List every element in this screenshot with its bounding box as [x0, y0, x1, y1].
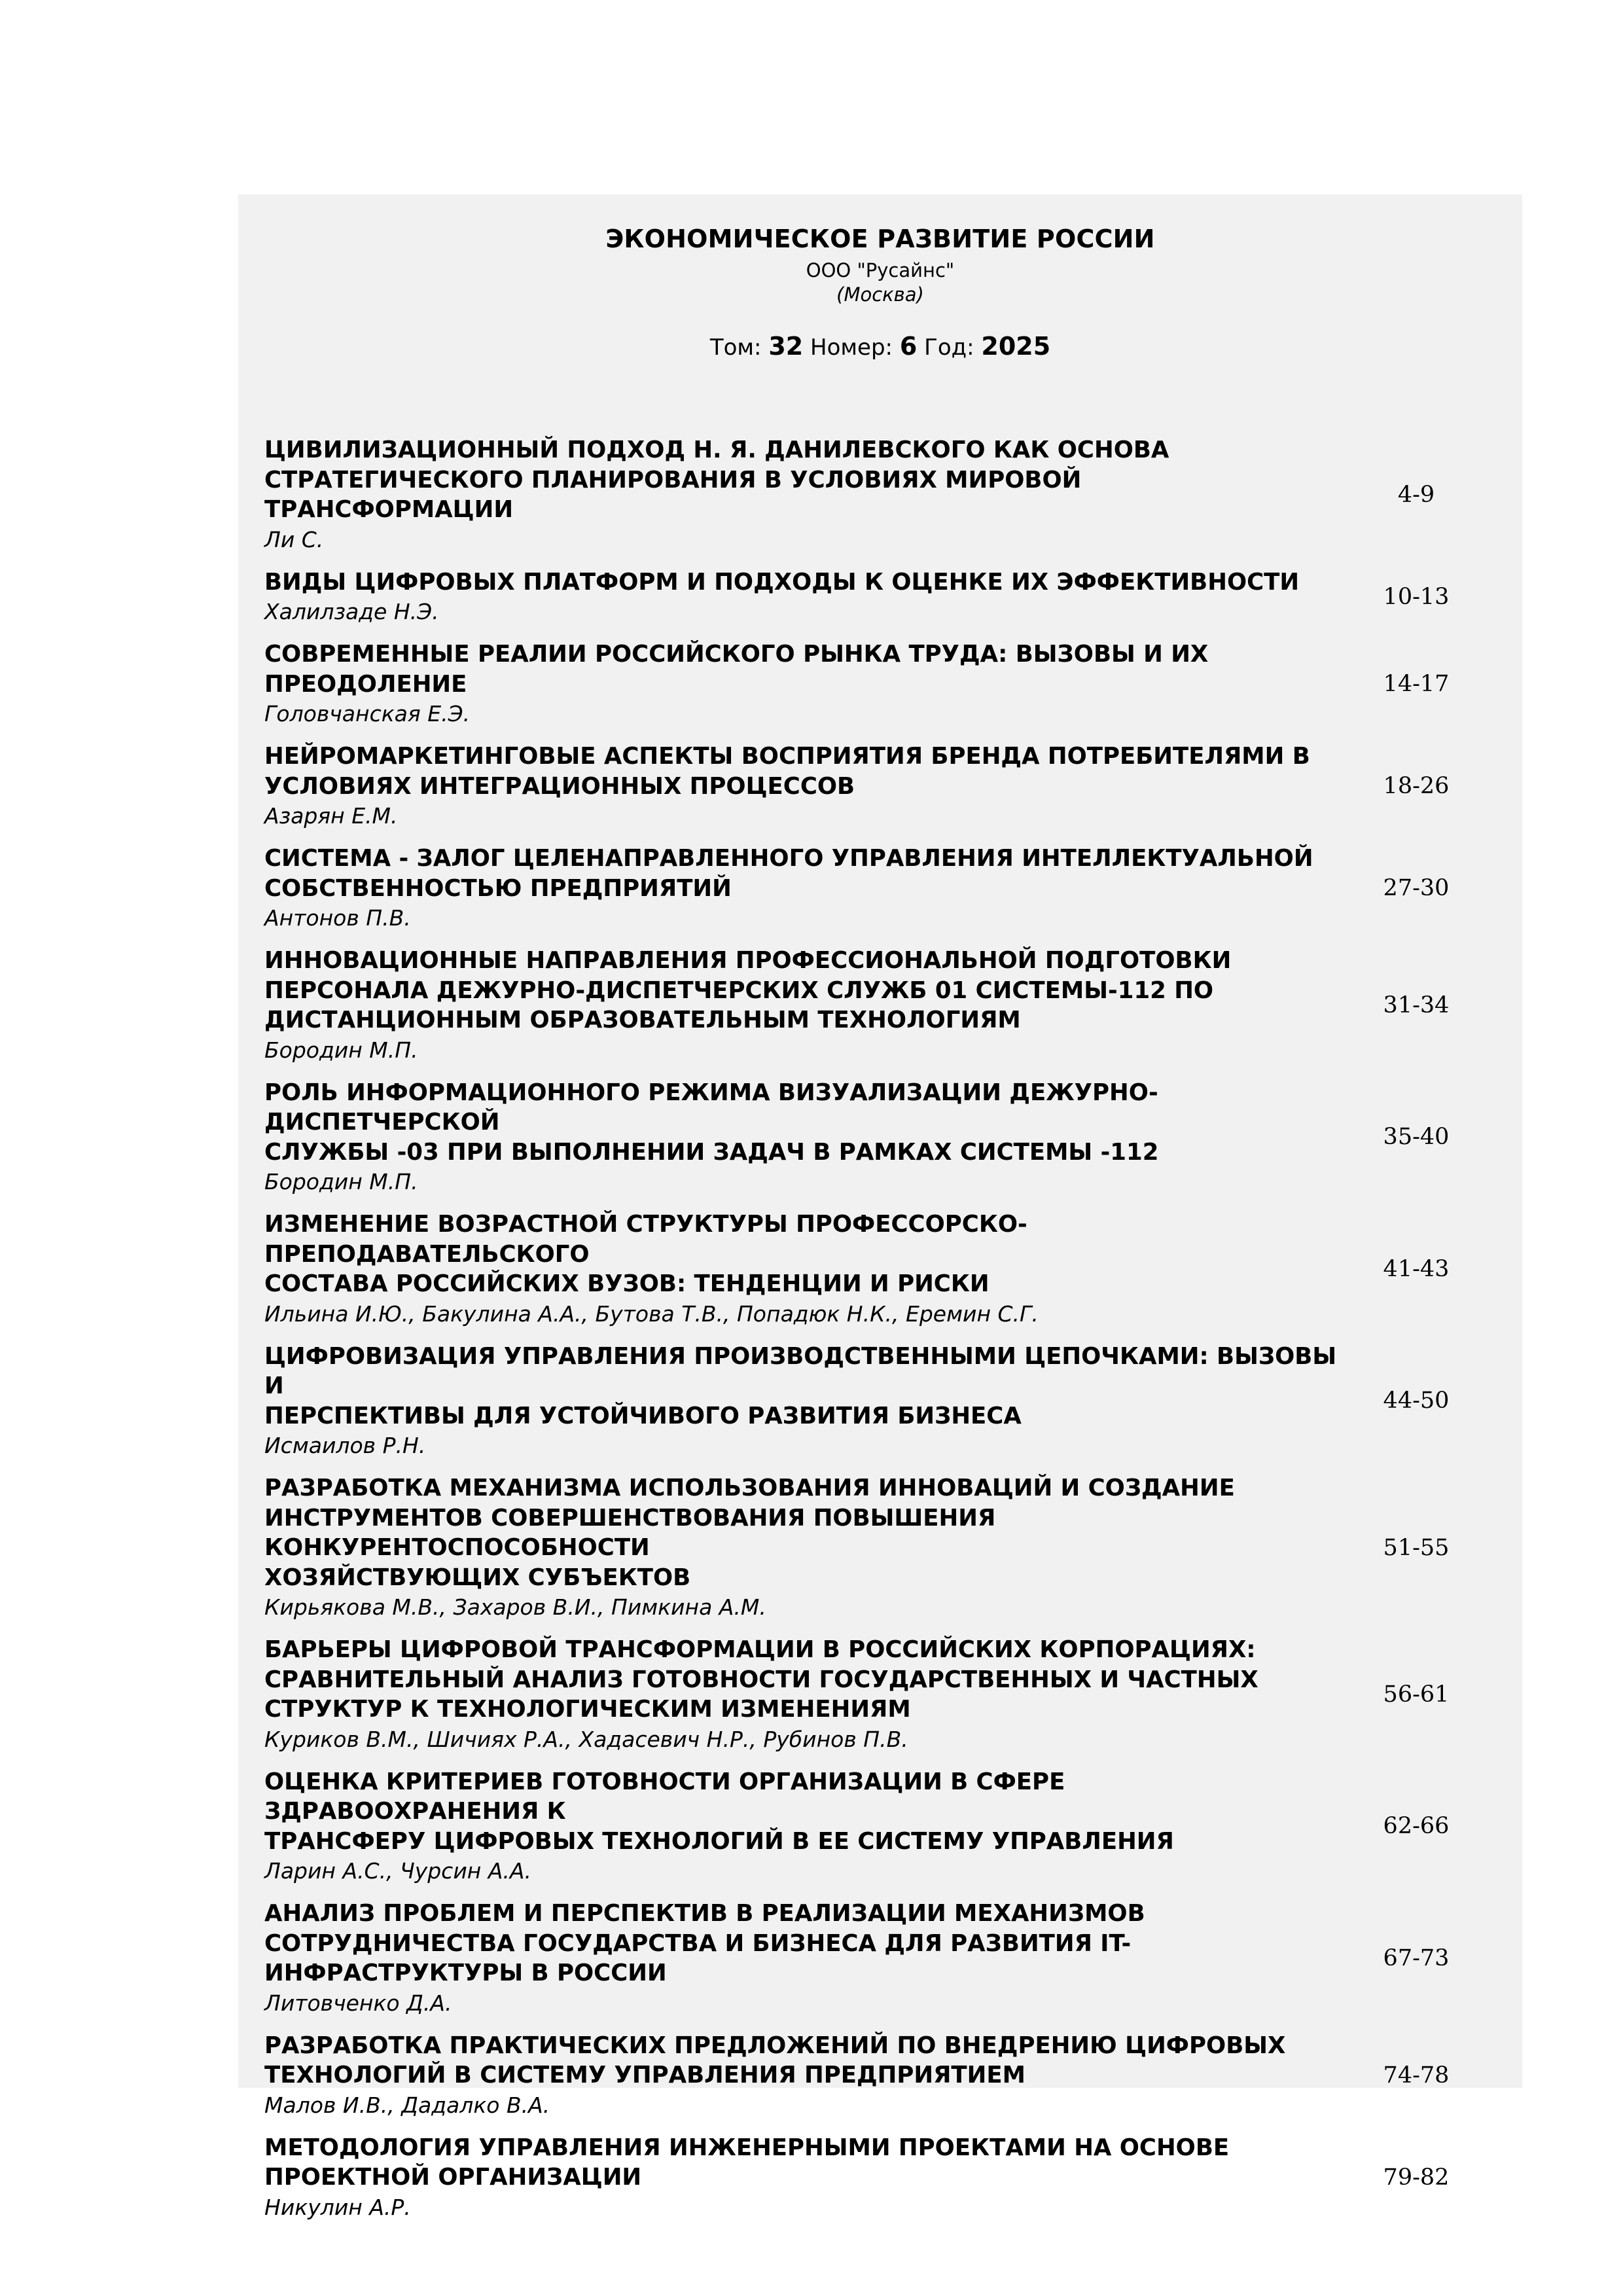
- article-authors: Ларин А.С., Чурсин А.А.: [264, 1858, 531, 1884]
- article-title-line[interactable]: НЕЙРОМАРКЕТИНГОВЫЕ АСПЕКТЫ ВОСПРИЯТИЯ БРЕНДА ПОТРЕБИТЕЛЯМИ В: [264, 743, 1310, 770]
- article-title-line[interactable]: БАРЬЕРЫ ЦИФРОВОЙ ТРАНСФОРМАЦИИ В РОССИЙСКИХ КОРПОРАЦИЯХ:: [264, 1636, 1256, 1663]
- article-pages: 4-9: [1397, 481, 1435, 508]
- article-pages: 62-66: [1383, 1813, 1450, 1840]
- number-label: Номер:: [810, 334, 893, 361]
- toc-entry: [264, 742, 1495, 831]
- article-title-line[interactable]: СИСТЕМА - ЗАЛОГ ЦЕЛЕНАПРАВЛЕННОГО УПРАВЛЕНИЯ ИНТЕЛЛЕКТУАЛЬНОЙ: [264, 845, 1313, 872]
- toc-entry-text: [264, 946, 1338, 1065]
- article-title-line[interactable]: ХОЗЯЙСТВУЮЩИХ СУБЪЕКТОВ: [264, 1564, 691, 1591]
- toc-entry: [264, 567, 1495, 627]
- toc-entry: [264, 1473, 1495, 1622]
- article-title-line[interactable]: ИНФРАСТРУКТУРЫ В РОССИИ: [264, 1960, 667, 1986]
- number-value: 6: [899, 332, 918, 361]
- article-title-line[interactable]: ПРЕОДОЛЕНИЕ: [264, 670, 467, 698]
- article-pages: 10-13: [1383, 583, 1450, 610]
- publisher-city: (Москва): [836, 283, 924, 306]
- article-authors: Малов И.В., Дадалко В.А.: [264, 2092, 550, 2118]
- table-of-contents: [264, 435, 1495, 2235]
- article-title-line[interactable]: УСЛОВИЯХ ИНТЕГРАЦИОННЫХ ПРОЦЕССОВ: [264, 772, 855, 800]
- article-pages: 51-55: [1383, 1534, 1450, 1561]
- article-authors: Кирьякова М.В., Захаров В.И., Пимкина А.М.: [264, 1594, 766, 1620]
- article-title-line[interactable]: АНАЛИЗ ПРОБЛЕМ И ПЕРСПЕКТИВ В РЕАЛИЗАЦИИ МЕХАНИЗМОВ: [264, 1900, 1145, 1927]
- article-title-line[interactable]: ТЕХНОЛОГИЙ В СИСТЕМУ УПРАВЛЕНИЯ ПРЕДПРИЯТИЕМ: [264, 2062, 1026, 2089]
- year-value: 2025: [981, 332, 1051, 361]
- toc-entry: [264, 844, 1495, 933]
- article-authors: Куриков В.М., Шичиях Р.А., Хадасевич Н.Р., Рубинов П.В.: [264, 1726, 908, 1752]
- article-authors: Азарян Е.М.: [264, 803, 398, 829]
- toc-entry-text: [264, 1635, 1338, 1754]
- article-title-line[interactable]: СТРАТЕГИЧЕСКОГО ПЛАНИРОВАНИЯ В УСЛОВИЯХ МИРОВОЙ ТРАНСФОРМАЦИИ: [264, 466, 1082, 523]
- toc-entry-text: [264, 1342, 1338, 1461]
- article-authors: Ли С.: [264, 526, 324, 552]
- toc-entry-text: [264, 1078, 1338, 1197]
- toc-entry-text: [264, 2133, 1338, 2222]
- article-pages: 44-50: [1383, 1388, 1450, 1414]
- toc-entry: [264, 1078, 1495, 1197]
- toc-entry-text: [264, 844, 1338, 933]
- toc-entry-text: [264, 567, 1338, 627]
- article-title-line[interactable]: СОБСТВЕННОСТЬЮ ПРЕДПРИЯТИЙ: [264, 874, 732, 902]
- volume-label: Том:: [709, 334, 762, 361]
- toc-entry: [264, 435, 1495, 554]
- article-pages: 67-73: [1383, 1945, 1450, 1971]
- article-title-line[interactable]: ЦИВИЛИЗАЦИОННЫЙ ПОДХОД Н. Я. ДАНИЛЕВСКОГО КАК ОСНОВА: [264, 437, 1169, 463]
- toc-entry-text: [264, 639, 1338, 728]
- article-pages: 14-17: [1383, 671, 1450, 697]
- article-authors: Ильина И.Ю., Бакулина А.А., Бутова Т.В., Попадюк Н.К., Еремин С.Г.: [264, 1300, 1039, 1327]
- article-title-line[interactable]: ИЗМЕНЕНИЕ ВОЗРАСТНОЙ СТРУКТУРЫ ПРОФЕССОРСКО-ПРЕПОДАВАТЕЛЬСКОГО: [264, 1211, 1027, 1268]
- publisher-name: ООО "Русайнс": [806, 259, 955, 281]
- article-title-line[interactable]: ЦИФРОВИЗАЦИЯ УПРАВЛЕНИЯ ПРОИЗВОДСТВЕННЫМИ ЦЕПОЧКАМИ: ВЫЗОВЫ И: [264, 1342, 1337, 1399]
- article-authors: Головчанская Е.Э.: [264, 701, 471, 726]
- toc-entry-text: [264, 2031, 1338, 2120]
- toc-entry-text: [264, 1210, 1338, 1329]
- article-title-line[interactable]: ПЕРСПЕКТИВЫ ДЛЯ УСТОЙЧИВОГО РАЗВИТИЯ БИЗНЕСА: [264, 1402, 1022, 1429]
- article-title-line[interactable]: ПРОЕКТНОЙ ОРГАНИЗАЦИИ: [264, 2164, 642, 2191]
- article-authors: Никулин А.Р.: [264, 2194, 411, 2220]
- issue-contents-panel: [238, 194, 1522, 2220]
- article-title-line[interactable]: ОЦЕНКА КРИТЕРИЕВ ГОТОВНОСТИ ОРГАНИЗАЦИИ В СФЕРЕ ЗДРАВООХРАНЕНИЯ К: [264, 1768, 1065, 1825]
- article-title-line[interactable]: ИННОВАЦИОННЫЕ НАПРАВЛЕНИЯ ПРОФЕССИОНАЛЬНОЙ ПОДГОТОВКИ: [264, 947, 1232, 974]
- article-title-line[interactable]: ПЕРСОНАЛА ДЕЖУРНО-ДИСПЕТЧЕРСКИХ СЛУЖБ 01 СИСТЕМЫ-112 ПО: [264, 977, 1214, 1004]
- toc-entry: [264, 2133, 1495, 2222]
- toc-entry: [264, 639, 1495, 728]
- article-title-line[interactable]: СЛУЖБЫ -03 ПРИ ВЫПОЛНЕНИИ ЗАДАЧ В РАМКАХ СИСТЕМЫ -112: [264, 1138, 1159, 1166]
- article-title-line[interactable]: РОЛЬ ИНФОРМАЦИОННОГО РЕЖИМА ВИЗУАЛИЗАЦИИ ДЕЖУРНО-ДИСПЕТЧЕРСКОЙ: [264, 1079, 1158, 1136]
- toc-entry-text: [264, 1767, 1338, 1886]
- article-pages: 41-43: [1383, 1255, 1450, 1282]
- article-title-line[interactable]: СТРУКТУР К ТЕХНОЛОГИЧЕСКИМ ИЗМЕНЕНИЯМ: [264, 1696, 911, 1723]
- article-title-line[interactable]: СОТРУДНИЧЕСТВА ГОСУДАРСТВА И БИЗНЕСА ДЛЯ РАЗВИТИЯ IT-: [264, 1929, 1132, 1957]
- article-authors: Антонов П.В.: [264, 905, 411, 931]
- article-authors: Бородин М.П.: [264, 1169, 418, 1194]
- article-authors: Халилзаде Н.Э.: [264, 599, 439, 624]
- toc-entry: [264, 946, 1495, 1065]
- article-title-line[interactable]: СОВРЕМЕННЫЕ РЕАЛИИ РОССИЙСКОГО РЫНКА ТРУДА: ВЫЗОВЫ И ИХ: [264, 641, 1209, 668]
- toc-entry: [264, 1210, 1495, 1329]
- article-title-line[interactable]: МЕТОДОЛОГИЯ УПРАВЛЕНИЯ ИНЖЕНЕРНЫМИ ПРОЕКТАМИ НА ОСНОВЕ: [264, 2134, 1230, 2161]
- year-label: Год:: [924, 334, 974, 361]
- article-title-line[interactable]: СРАВНИТЕЛЬНЫЙ АНАЛИЗ ГОТОВНОСТИ ГОСУДАРСТВЕННЫХ И ЧАСТНЫХ: [264, 1666, 1258, 1693]
- toc-entry-text: [264, 742, 1338, 831]
- toc-entry: [264, 1635, 1495, 1754]
- article-pages: 56-61: [1383, 1681, 1450, 1708]
- toc-entry: [264, 1342, 1495, 1461]
- article-authors: Бородин М.П.: [264, 1037, 418, 1063]
- toc-entry: [264, 2031, 1495, 2120]
- toc-entry-text: [264, 1473, 1338, 1622]
- toc-entry-text: [264, 435, 1338, 554]
- article-title-line[interactable]: ДИСТАНЦИОННЫМ ОБРАЗОВАТЕЛЬНЫМ ТЕХНОЛОГИЯМ: [264, 1007, 1021, 1033]
- article-title-line[interactable]: ТРАНСФЕРУ ЦИФРОВЫХ ТЕХНОЛОГИЙ В ЕЕ СИСТЕМУ УПРАВЛЕНИЯ: [264, 1827, 1174, 1855]
- article-title-line[interactable]: РАЗРАБОТКА ПРАКТИЧЕСКИХ ПРЕДЛОЖЕНИЙ ПО ВНЕДРЕНИЮ ЦИФРОВЫХ: [264, 2032, 1286, 2059]
- volume-value: 32: [768, 332, 804, 361]
- article-pages: 27-30: [1383, 875, 1450, 901]
- article-title-line[interactable]: ИНСТРУМЕНТОВ СОВЕРШЕНСТВОВАНИЯ ПОВЫШЕНИЯ КОНКУРЕНТОСПОСОБНОСТИ: [264, 1504, 996, 1561]
- article-authors: Исмаилов Р.Н.: [264, 1433, 426, 1458]
- article-title-line[interactable]: СОСТАВА РОССИЙСКИХ ВУЗОВ: ТЕНДЕНЦИИ И РИСКИ: [264, 1270, 990, 1297]
- toc-entry-text: [264, 1899, 1338, 2018]
- article-pages: 31-34: [1383, 992, 1450, 1018]
- issue-info: [238, 332, 1522, 362]
- article-pages: 79-82: [1383, 2164, 1450, 2191]
- article-pages: 74-78: [1383, 2062, 1450, 2089]
- toc-entry: [264, 1767, 1495, 1886]
- article-pages: 18-26: [1383, 773, 1450, 799]
- article-title-line[interactable]: РАЗРАБОТКА МЕХАНИЗМА ИСПОЛЬЗОВАНИЯ ИННОВАЦИЙ И СОЗДАНИЕ: [264, 1475, 1235, 1501]
- toc-entry: [264, 1899, 1495, 2018]
- article-pages: 35-40: [1383, 1124, 1450, 1151]
- journal-title: ЭКОНОМИЧЕСКОЕ РАЗВИТИЕ РОССИИ: [605, 224, 1155, 253]
- article-title-line[interactable]: ВИДЫ ЦИФРОВЫХ ПЛАТФОРМ И ПОДХОДЫ К ОЦЕНКЕ ИХ ЭФФЕКТИВНОСТИ: [264, 568, 1300, 596]
- article-authors: Литовченко Д.А.: [264, 1990, 452, 2016]
